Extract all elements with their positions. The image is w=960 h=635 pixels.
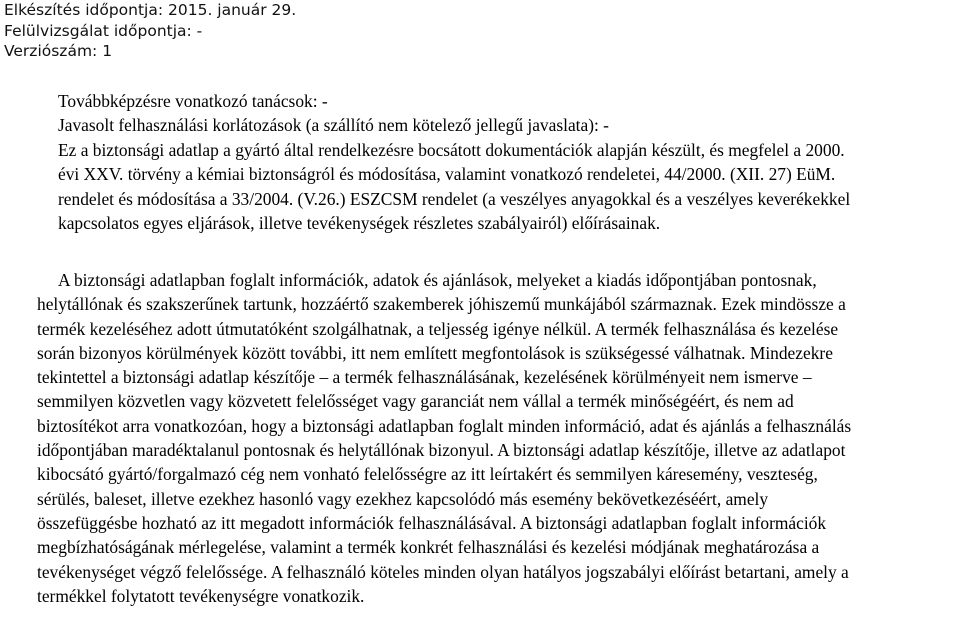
disclaimer-line: összefüggésbe hozható az itt megadott információk felhasználásával. A biztonsági adatlapban foglalt információk — [37, 512, 827, 533]
disclaimer-line: termék kezeléséhez adott útmutatóként szolgálhatnak, a teljesség igénye nélkül. A termék felhasználása és kezelése — [37, 318, 839, 339]
disclaimer-line: kibocsátó gyártó/forgalmazó cég nem vonható felelősségre az itt leírtakért és semmilyen káresemény, veszteség, — [37, 464, 818, 485]
regulatory-basis-line: Ez a biztonsági adatlap a gyártó által rendelkezésre bocsátott dokumentációk alapján készült, és megfelel a 2000. — [58, 139, 845, 160]
disclaimer-line: termékkel folytatott tevékenységre vonatkozik. — [37, 585, 365, 606]
disclaimer-line: megbízhatóságának mérlegelése, valamint a termék konkrét felhasználási és kezelési módjának meghatározása a — [37, 537, 820, 558]
disclaimer-line: során bizonyos körülmények között további, itt nem említett megfontolások is szükségessé válhatnak. Mindezekre — [37, 342, 833, 363]
creation-date: Elkészítés időpontja: 2015. január 29. — [4, 1, 297, 19]
training-advice: Továbbképzésre vonatkozó tanácsok: - — [58, 91, 328, 111]
disclaimer-line: helytállónak és szakszerűnek tartunk, hozzáértő szakemberek jóhiszemű munkájából származnak. Ezek mindössze a — [37, 294, 846, 315]
usage-restrictions: Javasolt felhasználási korlátozások (a szállító nem kötelező jellegű javaslata): - — [58, 115, 609, 136]
regulatory-basis-line: rendelet és módosítása a 33/2004. (V.26.) ESZCSM rendelet (a veszélyes anyagokkal és a veszélyes keverékekkel — [58, 188, 851, 209]
document-metadata — [4, 0, 296, 62]
advice-section — [58, 89, 958, 235]
revision-date: Felülvizsgálat időpontja: - — [4, 21, 203, 40]
version-number: Verziószám: 1 — [4, 42, 113, 60]
regulatory-basis-line: kapcsolatos egyes eljárások, illetve tevékenységek részletes szabályairól) előírásainak. — [58, 213, 661, 234]
disclaimer-line: A biztonsági adatlapban foglalt információk, adatok és ajánlások, melyeket a kiadás időpontjában pontosnak, — [58, 270, 817, 290]
disclaimer-line: időpontjában maradéktalanul pontosnak és helytállónak bizonyul. A biztonsági adatlap készítője, illetve az adatlapot — [37, 440, 846, 461]
disclaimer-line: semmilyen közvetlen vagy közvetett felelősséget vagy garanciát nem vállal a termék minőségéért, és nem ad — [37, 391, 794, 412]
disclaimer-paragraph — [37, 268, 960, 608]
regulatory-basis-line: évi XXV. törvény a kémiai biztonságról és módosítása, valamint vonatkozó rendeletei, 44/2000. (XII. 27) EüM. — [58, 164, 836, 185]
disclaimer-line: sérülés, baleset, illetve ezekhez hasonló vagy ezekhez kapcsolódó más esemény bekövetkezéséért, amely — [37, 488, 769, 509]
disclaimer-line: tekintettel a biztonsági adatlap készítője – a termék felhasználásának, kezelésének körülményeit nem ismerve – — [37, 367, 812, 388]
disclaimer-line: biztosítékot arra vonatkozóan, hogy a biztonsági adatlapban foglalt minden információ, adat és ajánlás a felhasználás — [37, 415, 852, 436]
disclaimer-line: tevékenységet végző felelőssége. A felhasználó köteles minden olyan hatályos jogszabályi előírást betartani, amely a — [37, 561, 849, 582]
